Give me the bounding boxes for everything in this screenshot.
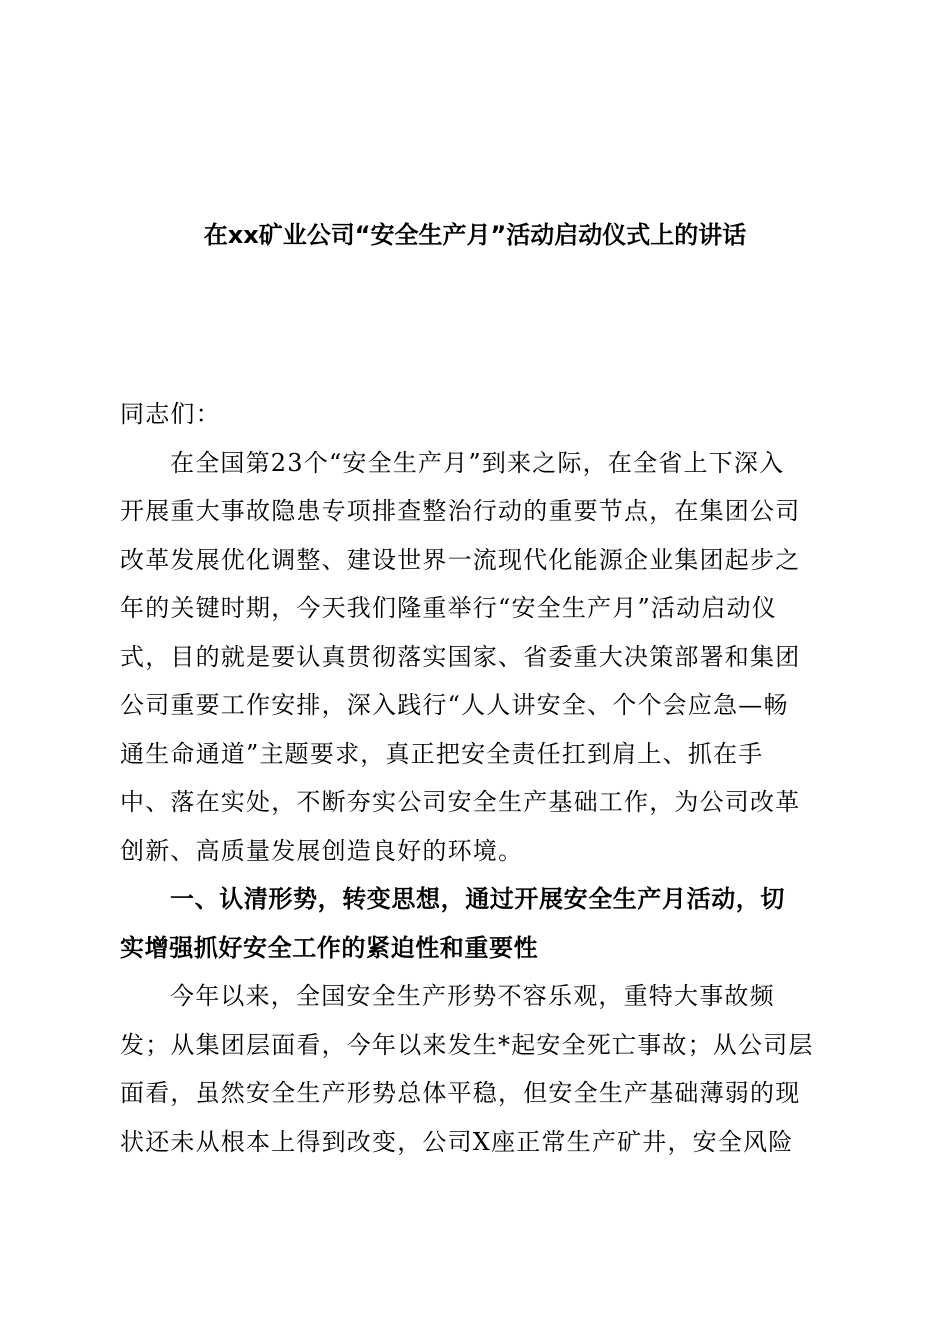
paragraph-line: 在全国第23个“安全生产月”到来之际，在全省上下深入	[170, 448, 785, 477]
paragraph-line: 通生命通道”主题要求，真正把安全责任扛到肩上、抓在手	[120, 739, 764, 768]
paragraph-line: 中、落在实处，不断夯实公司安全生产基础工作，为公司改革	[120, 788, 801, 816]
heading-line: 一、认清形势，转变思想，通过开展安全生产月活动，切	[170, 885, 785, 913]
paragraph-line: 发；从集团层面看，今年以来发生*起安全死亡事故；从公司层	[120, 1030, 814, 1059]
paragraph-line: 改革发展优化调整、建设世界一流现代化能源企业集团起步之	[120, 545, 801, 574]
document-body	[120, 390, 820, 1166]
document-title: 在xx矿业公司“安全生产月”活动启动仪式上的讲话	[203, 221, 747, 249]
paragraph-2	[120, 972, 820, 1166]
paragraph-line: 今年以来，全国安全生产形势不容乐观，重特大事故频	[170, 982, 775, 1010]
paragraph-line: 开展重大事故隐患专项排查整治行动的重要节点，在集团公司	[120, 497, 801, 525]
section-heading-1	[120, 875, 820, 972]
heading-line: 实增强抓好安全工作的紧迫性和重要性	[120, 933, 539, 962]
paragraph-line: 状还未从根本上得到改变，公司X座正常生产矿井，安全风险	[120, 1127, 794, 1156]
paragraph-line: 式，目的就是要认真贯彻落实国家、省委重大决策部署和集团	[120, 642, 801, 671]
paragraph-1	[120, 439, 820, 876]
paragraph-line: 创新、高质量发展创造良好的环境。	[120, 836, 524, 865]
paragraph-line: 面看，虽然安全生产形势总体平稳，但安全生产基础薄弱的现	[120, 1079, 801, 1107]
paragraph-line: 年的关键时期，今天我们隆重举行“安全生产月”活动启动仪	[120, 594, 777, 622]
paragraph-line: 公司重要工作安排，深入践行“人人讲安全、个个会应急—畅	[120, 691, 789, 719]
salutation: 同志们：	[120, 400, 221, 428]
